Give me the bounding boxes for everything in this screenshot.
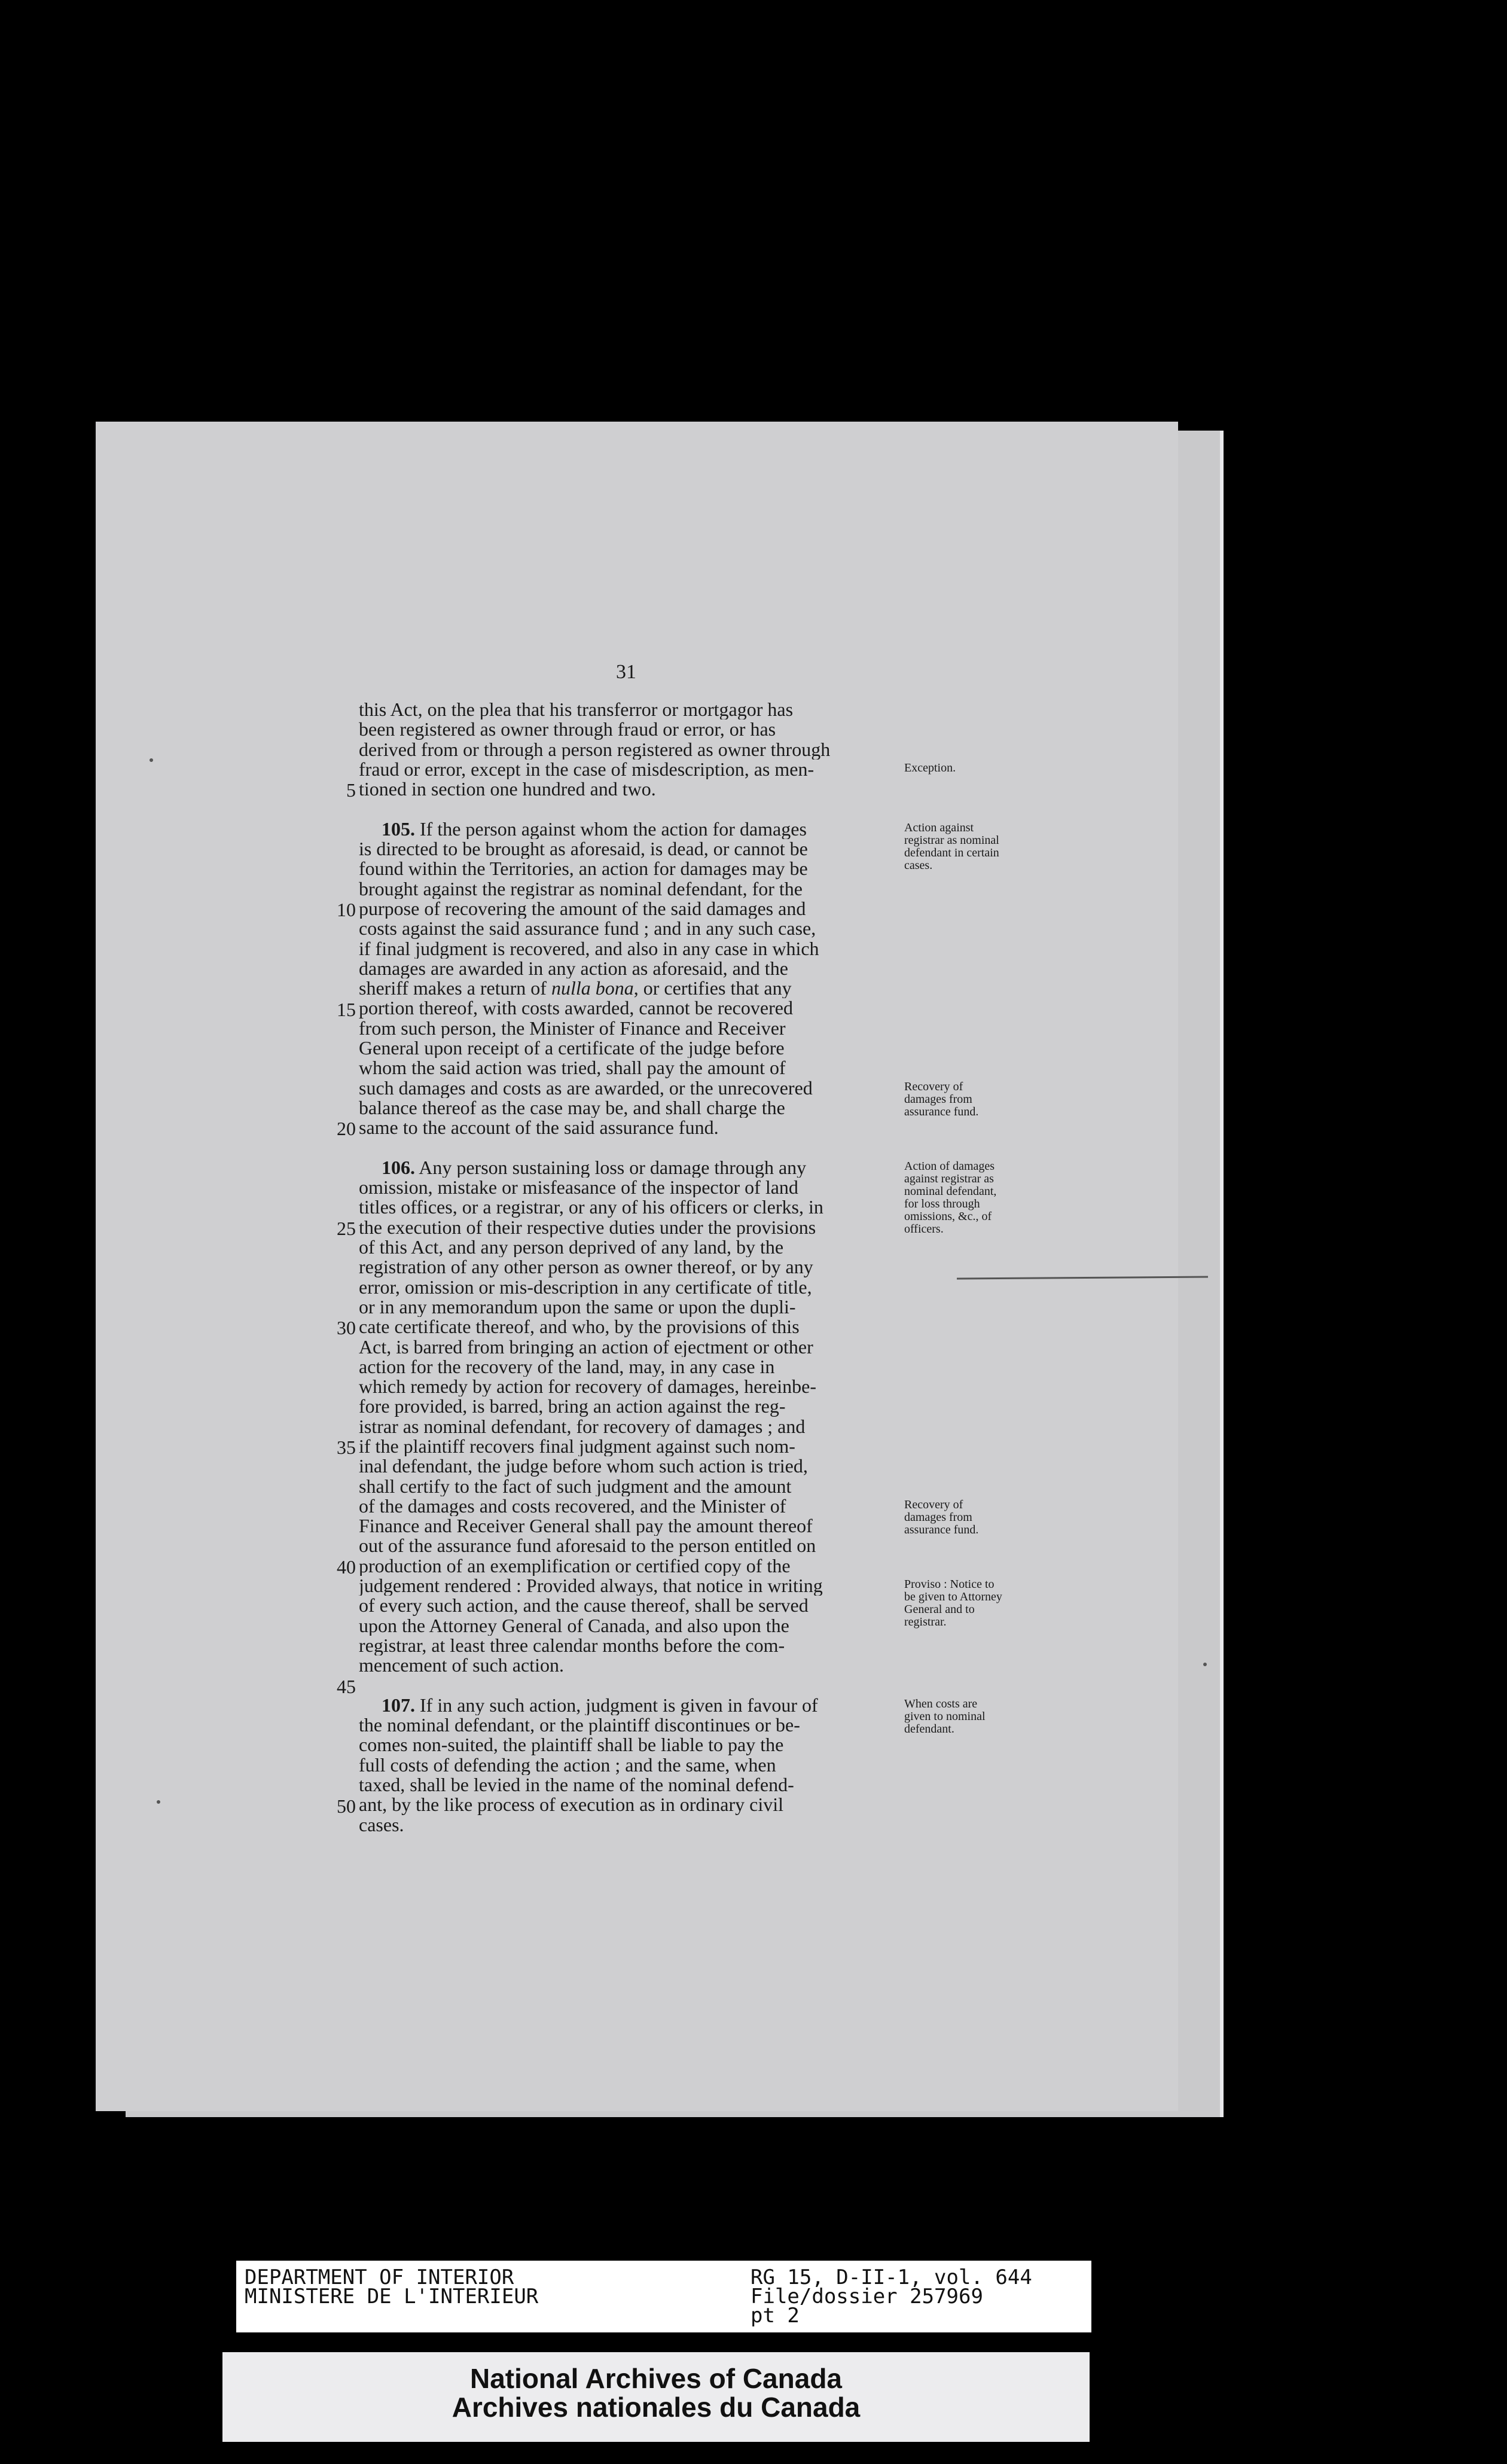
line-text: such damages and costs as are awarded, or the unrecovered — [359, 1078, 813, 1098]
text-line — [359, 1277, 897, 1297]
text-line — [359, 1178, 897, 1197]
line-text: whom the said action was tried, shall pay the amount of — [359, 1058, 786, 1078]
text-line — [359, 1237, 897, 1257]
text-line — [359, 719, 897, 739]
text-line — [359, 700, 897, 719]
text-line — [359, 1018, 897, 1038]
line-text: is directed to be brought as aforesaid, is dead, or cannot be — [359, 839, 808, 859]
text-line — [359, 1218, 897, 1237]
text-line — [359, 1695, 897, 1715]
label-left — [245, 2265, 539, 2309]
microfilm-label — [236, 2261, 1091, 2332]
margin-note: When costs are given to nominal defendant. — [904, 1697, 986, 1736]
line-text: if the plaintiff recovers final judgment against such nom- — [359, 1436, 795, 1457]
line-text: damages are awarded in any action as aforesaid, and the — [359, 958, 788, 979]
text-line — [359, 1038, 897, 1058]
text-line — [359, 1297, 897, 1317]
text-line — [359, 1477, 897, 1496]
line-number: 25 — [337, 1217, 356, 1239]
line-text: General upon receipt of a certificate of the judge before — [359, 1038, 785, 1059]
text-line — [359, 1058, 897, 1078]
text-line — [359, 1098, 897, 1118]
text-line — [359, 1576, 897, 1596]
line-text: which remedy by action for recovery of damages, hereinbe- — [359, 1377, 816, 1397]
text-line — [359, 1775, 897, 1795]
text-line — [359, 819, 897, 839]
line-text: Finance and Receiver General shall pay the amount thereof — [359, 1516, 813, 1536]
margin-note: Action of damages against registrar as nominal defendant, for loss through omissions, &c., of officers. — [904, 1159, 997, 1236]
text-line — [359, 978, 897, 998]
line-text: titles offices, or a registrar, or any of his officers or clerks, in — [359, 1197, 823, 1218]
line-text: sheriff makes a return of nulla bona, or certifies that any — [359, 978, 792, 999]
label-dept-fr: MINISTERE DE L'INTERIEUR — [245, 2285, 539, 2309]
line-text: fraud or error, except in the case of misdescription, as men- — [359, 759, 814, 780]
text-line — [359, 740, 897, 760]
line-text: shall certify to the fact of such judgment and the amount — [359, 1476, 792, 1496]
text-line — [359, 1676, 897, 1695]
line-text: registrar, at least three calendar months before the com- — [359, 1635, 785, 1656]
text-line — [359, 779, 897, 799]
archive-banner — [222, 2352, 1090, 2442]
text-line — [359, 1257, 897, 1277]
text-line — [359, 1735, 897, 1755]
line-text: of every such action, and the cause thereof, shall be served — [359, 1596, 809, 1616]
margin-note: Recovery of damages from assurance fund. — [904, 1079, 979, 1118]
text-line — [359, 1158, 897, 1178]
line-number: 45 — [337, 1675, 356, 1697]
line-text: omission, mistake or misfeasance of the inspector of land — [359, 1178, 798, 1198]
text-line — [359, 919, 897, 938]
text-line — [359, 998, 897, 1018]
text-line — [359, 1337, 897, 1357]
line-number: 40 — [337, 1556, 356, 1578]
line-text: balance thereof as the case may be, and shall charge the — [359, 1097, 785, 1118]
line-text: If the person against whom the action for damages — [415, 819, 807, 840]
text-line — [359, 1377, 897, 1396]
label-part: pt 2 — [751, 2304, 800, 2328]
margin-note: Exception. — [904, 761, 956, 774]
speck — [157, 1800, 160, 1804]
line-text: out of the assurance fund aforesaid to the person entitled on — [359, 1536, 816, 1556]
line-text: costs against the said assurance fund ; and in any such case, — [359, 919, 816, 939]
text-line — [359, 1138, 897, 1158]
text-line — [359, 879, 897, 899]
text-line — [359, 1516, 897, 1536]
line-text: this Act, on the plea that his transferror or mortgagor has — [359, 700, 794, 720]
line-number: 30 — [337, 1317, 356, 1339]
speck — [150, 758, 153, 762]
line-number: 10 — [337, 899, 356, 920]
line-number: 5 — [346, 779, 356, 801]
line-text: taxed, shall be levied in the name of the nominal defend- — [359, 1775, 794, 1795]
line-text: Act, is barred from bringing an action of ejectment or other — [359, 1337, 813, 1357]
line-text: inal defendant, the judge before whom such action is tried, — [359, 1456, 808, 1477]
text-line — [359, 1795, 897, 1815]
line-text: cases. — [359, 1815, 404, 1835]
line-text: tioned in section one hundred and two. — [359, 779, 656, 800]
line-text: the execution of their respective duties under the provisions — [359, 1217, 816, 1238]
line-text: production of an exemplification or certified copy of the — [359, 1556, 791, 1576]
label-dept-en: DEPARTMENT OF INTERIOR — [245, 2265, 514, 2289]
label-file: File/dossier 257969 — [751, 2285, 983, 2309]
margin-note: Proviso : Notice to be given to Attorney General and to registrar. — [904, 1578, 1002, 1629]
line-text: error, omission or mis-description in any certificate of title, — [359, 1277, 812, 1297]
line-text: upon the Attorney General of Canada, and also upon the — [359, 1615, 789, 1636]
text-line — [359, 1417, 897, 1437]
section-number: 106. — [382, 1157, 415, 1178]
text-line — [359, 1596, 897, 1615]
text-line — [359, 1616, 897, 1636]
text-line — [359, 1456, 897, 1476]
speck — [1203, 1663, 1207, 1666]
line-text: brought against the registrar as nominal defendant, for the — [359, 879, 803, 899]
section-number: 107. — [382, 1695, 415, 1716]
line-text: Any person sustaining loss or damage through any — [415, 1157, 807, 1178]
line-text: same to the account of the said assurance fund. — [359, 1118, 719, 1138]
line-text: of this Act, and any person deprived of any land, by the — [359, 1237, 784, 1258]
section-number: 105. — [382, 819, 415, 840]
line-text: mencement of such action. — [359, 1655, 564, 1676]
text-line — [359, 1357, 897, 1377]
text-line — [359, 1396, 897, 1416]
line-text: derived from or through a person registered as owner through — [359, 739, 831, 760]
text-line — [359, 1118, 897, 1138]
line-number: 50 — [337, 1795, 356, 1817]
body-text-block — [359, 700, 897, 1835]
text-line — [359, 1078, 897, 1098]
margin-note: Recovery of damages from assurance fund. — [904, 1498, 979, 1536]
text-line — [359, 1715, 897, 1735]
line-text: from such person, the Minister of Finance and Receiver — [359, 1018, 786, 1039]
archive-name-fr: Archives nationales du Canada — [452, 2392, 861, 2423]
line-text: cate certificate thereof, and who, by the provisions of this — [359, 1317, 800, 1337]
page-number: 31 — [616, 661, 636, 683]
text-line — [359, 799, 897, 819]
line-text: comes non-suited, the plaintiff shall be liable to pay the — [359, 1735, 784, 1755]
line-text: istrar as nominal defendant, for recovery of damages ; and — [359, 1416, 806, 1437]
text-line — [359, 1317, 897, 1337]
text-line — [359, 1636, 897, 1655]
line-text: been registered as owner through fraud or error, or has — [359, 719, 776, 740]
text-line — [359, 1815, 897, 1835]
line-text: registration of any other person as owner thereof, or by any — [359, 1257, 813, 1277]
line-text: found within the Territories, an action for damages may be — [359, 859, 808, 879]
line-number: 20 — [337, 1118, 356, 1140]
line-number: 35 — [337, 1437, 356, 1459]
line-text: if final judgment is recovered, and also in any case in which — [359, 938, 819, 959]
text-line — [359, 1437, 897, 1456]
margin-note: Action against registrar as nominal defendant in certain cases. — [904, 821, 999, 872]
text-line — [359, 899, 897, 919]
text-line — [359, 959, 897, 978]
text-line — [359, 1496, 897, 1516]
line-text: If in any such action, judgment is given in favour of — [415, 1695, 818, 1716]
line-text: full costs of defending the action ; and the same, when — [359, 1755, 776, 1776]
line-number: 15 — [337, 998, 356, 1020]
line-text: of the damages and costs recovered, and the Minister of — [359, 1496, 786, 1517]
label-rg: RG 15, D-II-1, vol. 644 — [751, 2265, 1032, 2289]
text-line — [359, 839, 897, 859]
text-line — [359, 859, 897, 879]
label-right — [751, 2265, 1032, 2328]
line-text: portion thereof, with costs awarded, cannot be recovered — [359, 998, 793, 1018]
archive-name-en: National Archives of Canada — [469, 2363, 842, 2394]
line-text: action for the recovery of the land, may, in any case in — [359, 1356, 775, 1377]
text-line — [359, 1655, 897, 1675]
line-text: the nominal defendant, or the plaintiff discontinues or be- — [359, 1715, 800, 1736]
text-line — [359, 1755, 897, 1775]
line-text: purpose of recovering the amount of the said damages and — [359, 898, 806, 919]
text-line — [359, 1556, 897, 1576]
line-text: judgement rendered : Provided always, that notice in writing — [359, 1576, 823, 1596]
text-line — [359, 1197, 897, 1217]
line-text: fore provided, is barred, bring an action against the reg- — [359, 1396, 786, 1417]
text-line — [359, 939, 897, 959]
text-line — [359, 1536, 897, 1556]
line-text: or in any memorandum upon the same or upon the dupli- — [359, 1297, 796, 1318]
line-text: ant, by the like process of execution as in ordinary civil — [359, 1795, 784, 1815]
text-line — [359, 760, 897, 779]
